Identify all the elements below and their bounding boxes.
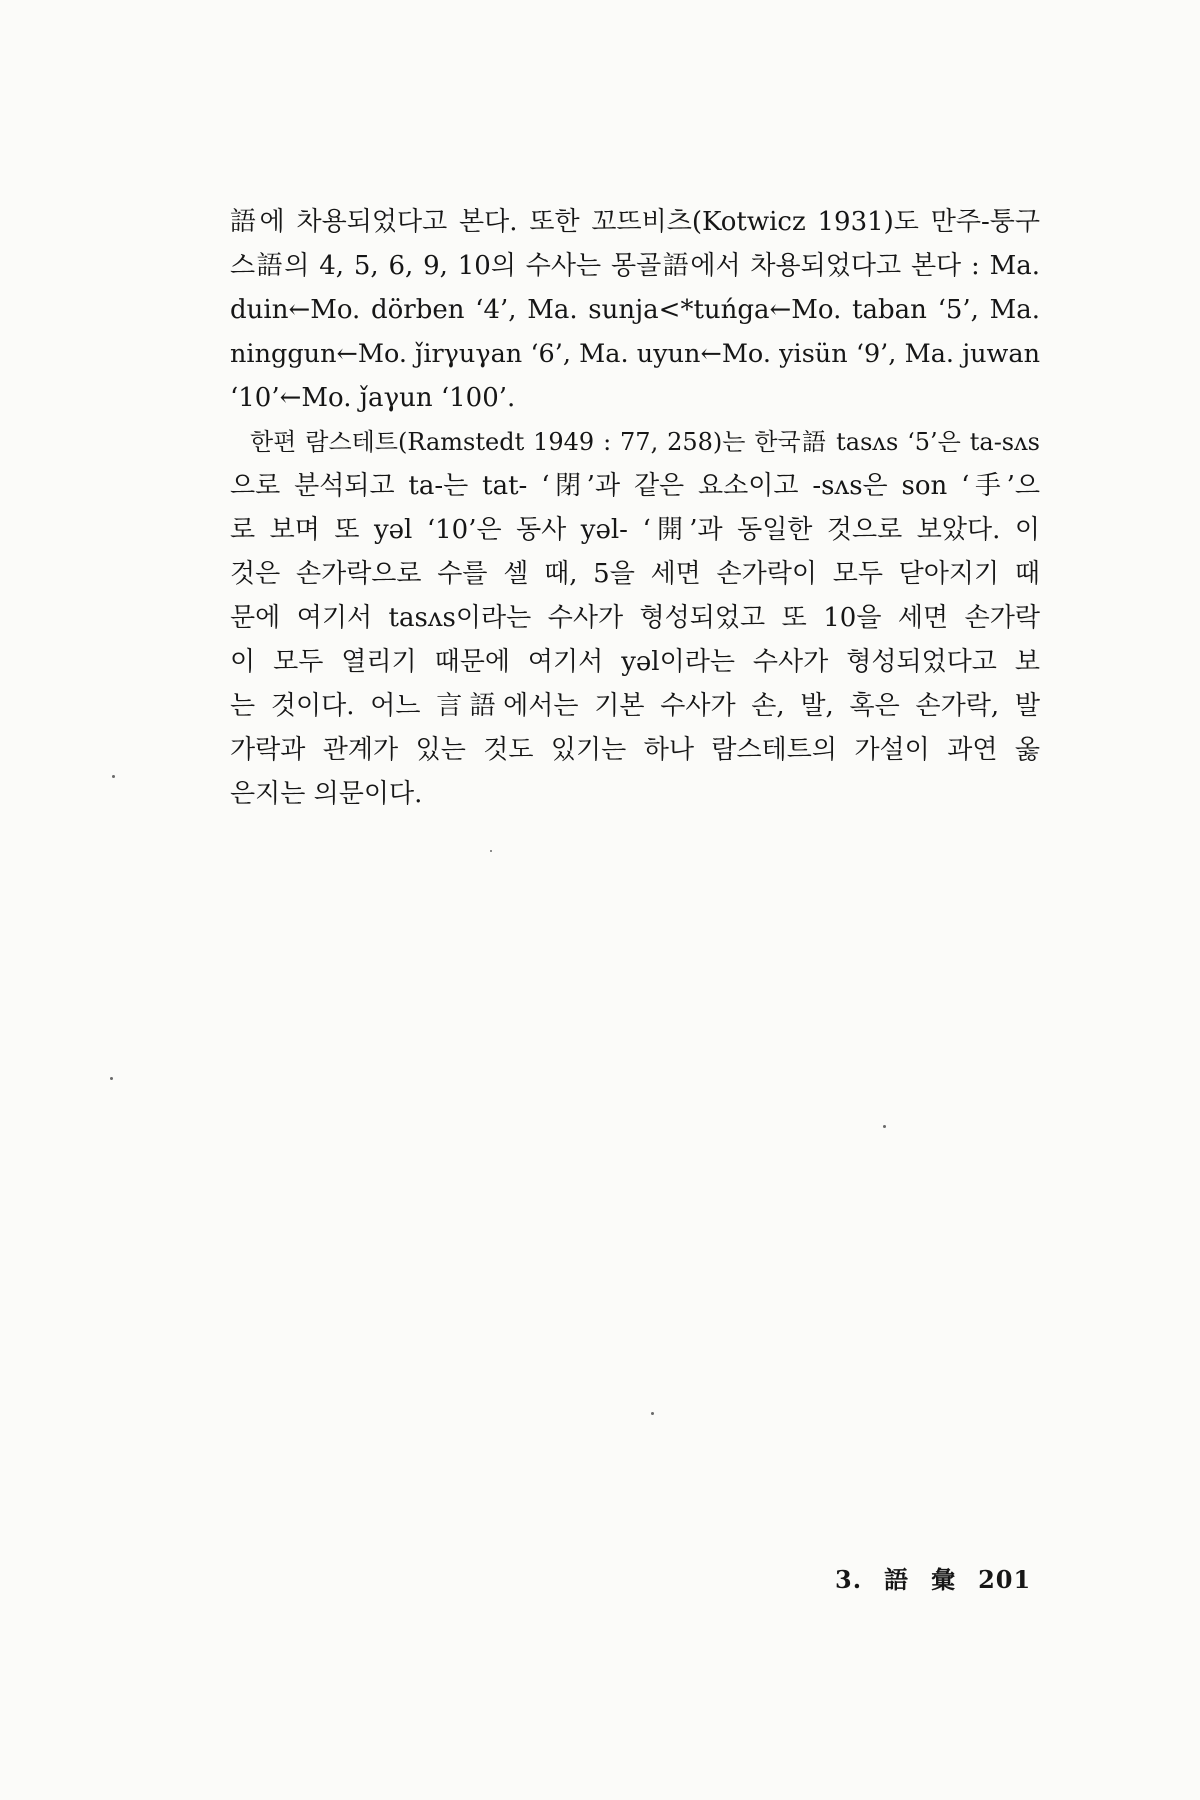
text-line: 문에 여기서 tasʌs이라는 수사가 형성되었고 또 10을 세면 손가락: [230, 603, 1040, 633]
page-number: 201: [978, 1565, 1032, 1594]
text-line: ‘10’←Mo. ǰaγun ‘100’.: [230, 383, 516, 413]
paper-speck: [883, 1125, 886, 1128]
text-line: 으로 분석되고 ta-는 tat- ‘閉’과 같은 요소이고 -sʌs은 son ‘手’으: [230, 471, 1040, 501]
text-line: 한편 람스테트(Ramstedt 1949 : 77, 258)는 한국語 tasʌs ‘5’은 ta-sʌs: [250, 428, 1040, 456]
paper-speck: [651, 1412, 654, 1415]
text-line: 스語의 4, 5, 6, 9, 10의 수사는 몽골語에서 차용되었다고 본다 : Ma.: [230, 251, 1040, 281]
text-line: 이 모두 열리기 때문에 여기서 yəl이라는 수사가 형성되었다고 보: [230, 647, 1040, 677]
text-line: 것은 손가락으로 수를 셀 때, 5을 세면 손가락이 모두 닫아지기 때: [230, 559, 1040, 589]
section-title-char: 彙: [931, 1565, 957, 1594]
paragraph-1: [230, 200, 1040, 420]
paper-speck: [112, 775, 115, 778]
text-line: 은지는 의문이다.: [230, 779, 423, 809]
text-line: 語에 차용되었다고 본다. 또한 꼬뜨비츠(Kotwicz 1931)도 만주-퉁구: [230, 207, 1040, 237]
text-line: 로 보며 또 yəl ‘10’은 동사 yəl- ‘開’과 동일한 것으로 보았다. 이: [230, 515, 1040, 545]
body-text: [230, 200, 1040, 816]
text-line: 는 것이다. 어느 言語에서는 기본 수사가 손, 발, 혹은 손가락, 발: [230, 691, 1040, 721]
section-title-char: 語: [884, 1565, 910, 1594]
running-footer: [835, 1560, 1031, 1595]
text-line: duin←Mo. dörben ‘4’, Ma. sunja<*tuńga←Mo. taban ‘5’, Ma.: [230, 295, 1040, 325]
section-number: 3.: [835, 1565, 863, 1594]
paragraph-2: [230, 420, 1040, 816]
text-line: ninggun←Mo. ǰirγuγan ‘6’, Ma. uyun←Mo. yisün ‘9’, Ma. juwan: [230, 339, 1040, 369]
paper-speck: [490, 850, 492, 852]
paper-speck: [110, 1077, 113, 1080]
text-line: 가락과 관계가 있는 것도 있기는 하나 람스테트의 가설이 과연 옳: [230, 735, 1040, 765]
